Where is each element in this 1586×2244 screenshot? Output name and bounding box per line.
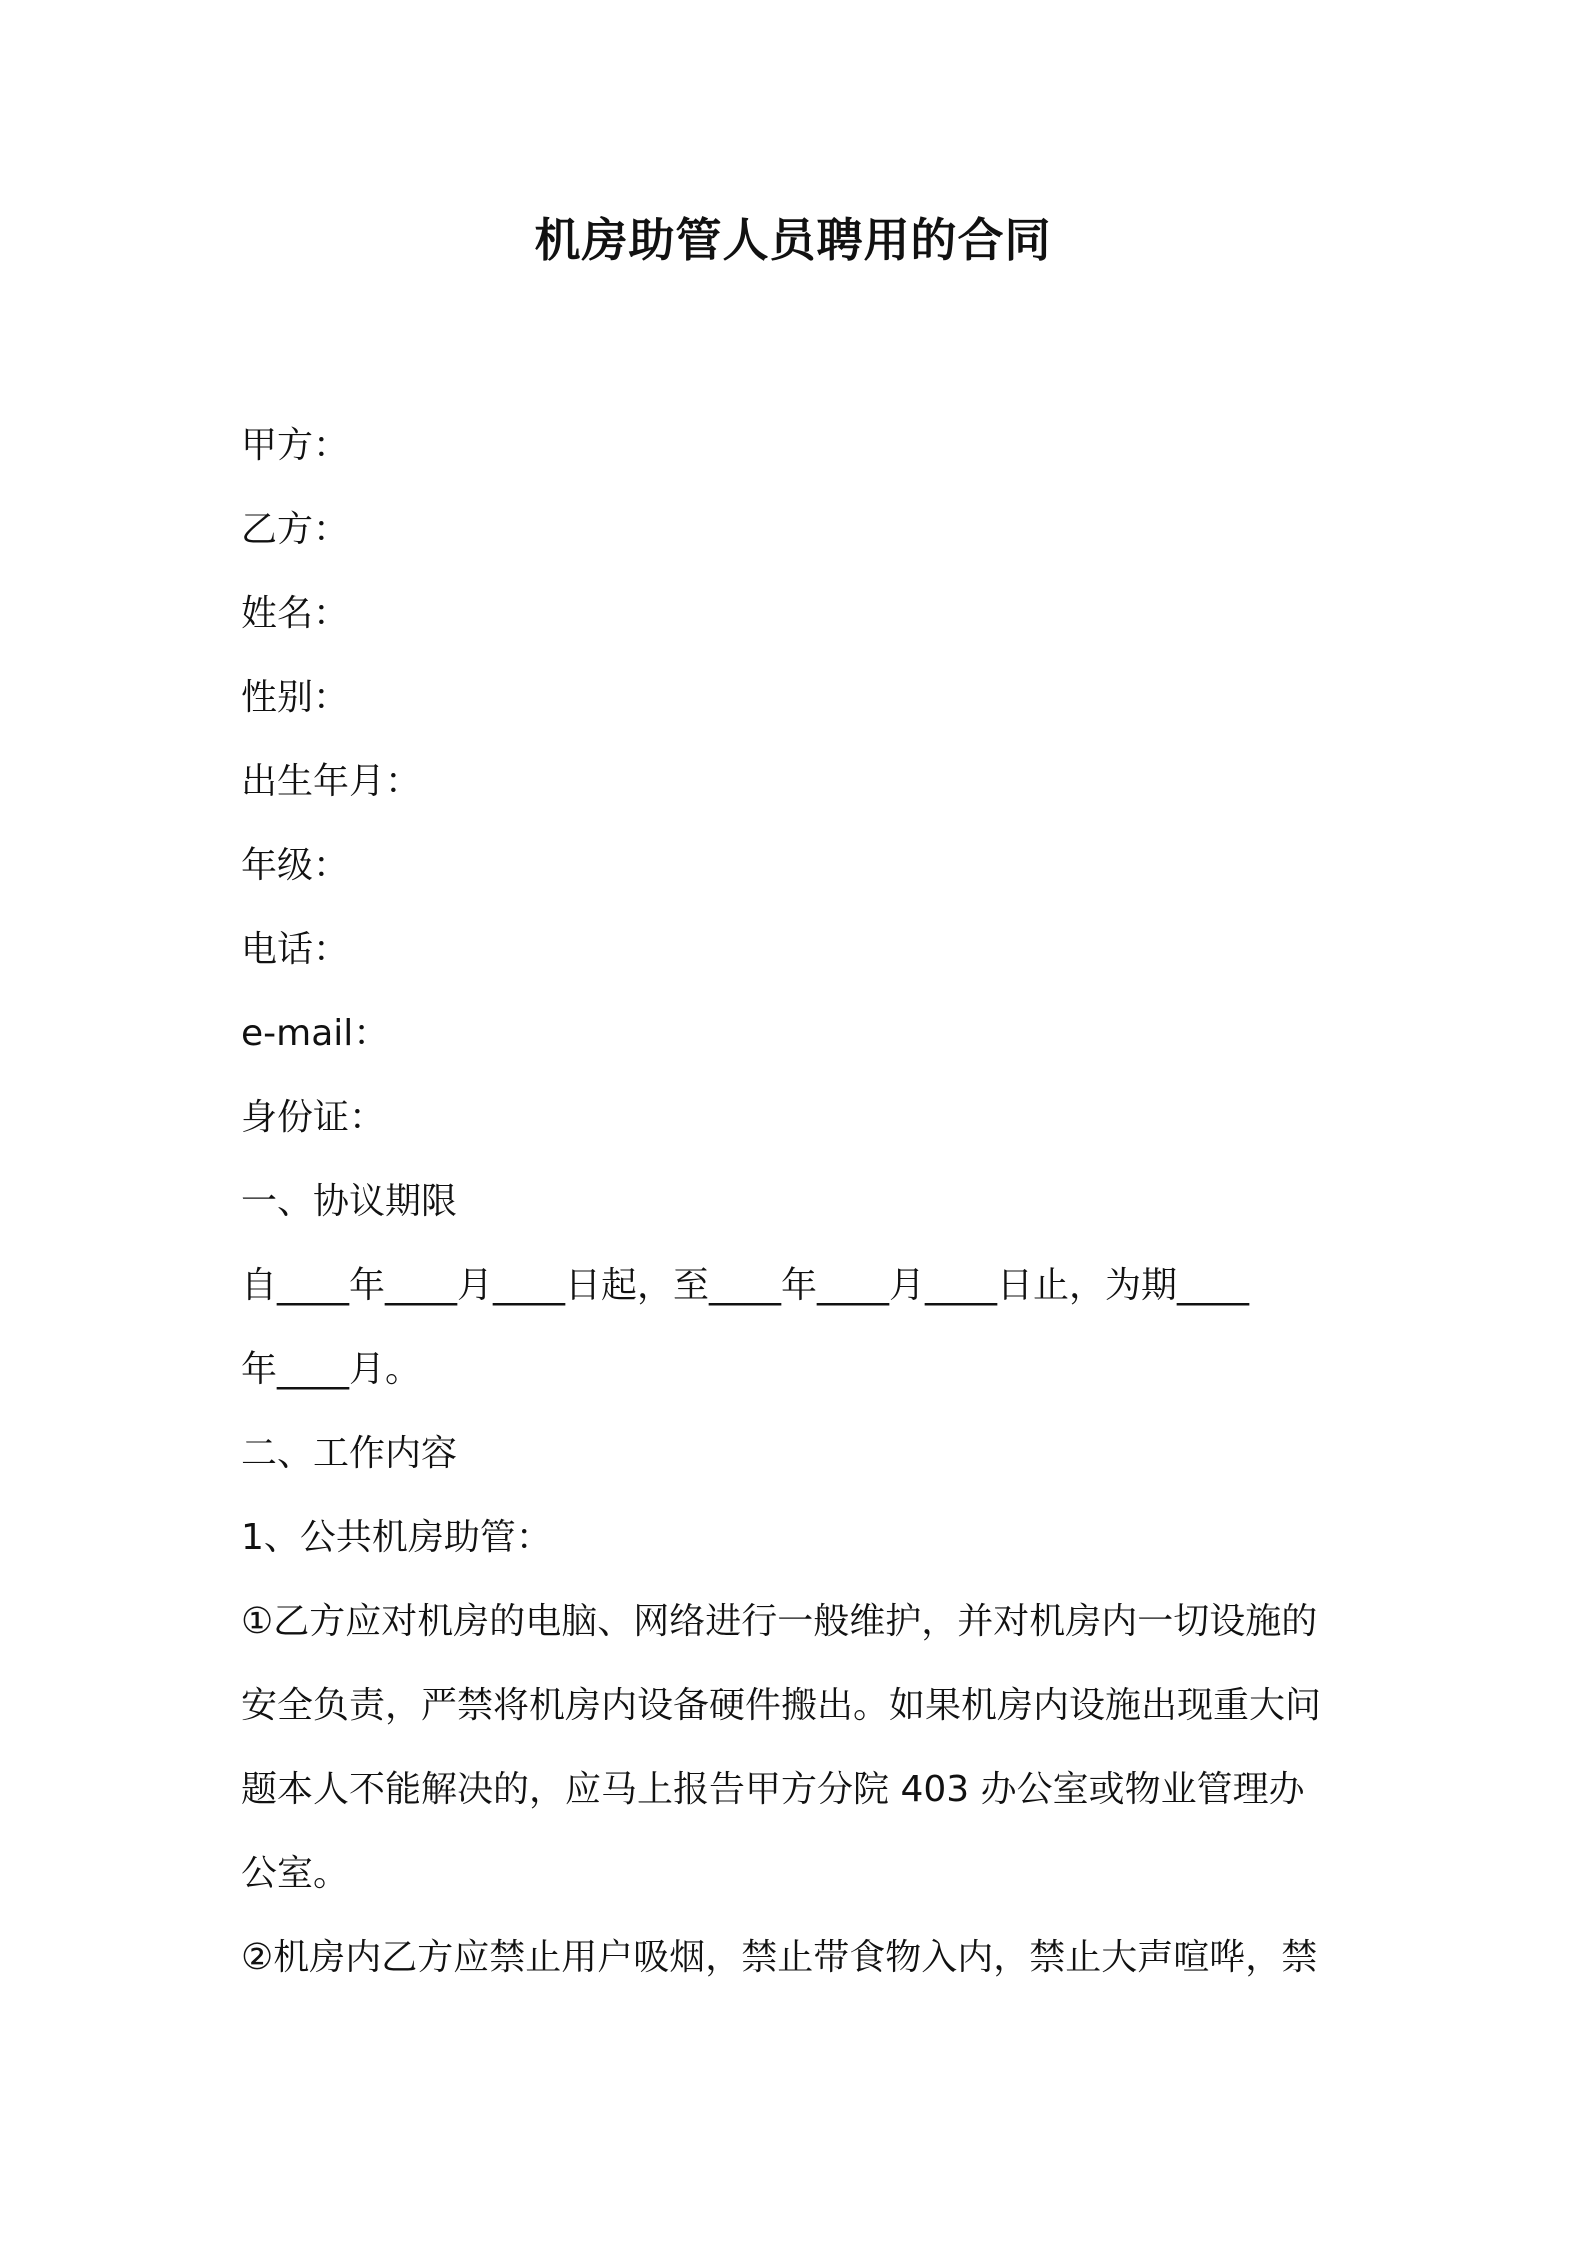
paragraph-line: 公室。	[241, 1853, 350, 1894]
paragraph-line: 题本人不能解决的，应马上报告甲方分院 403 办公室或物业管理办	[241, 1769, 1305, 1810]
field-party-b: 乙方：	[241, 509, 350, 550]
section-heading-term: 一、协议期限	[241, 1181, 458, 1222]
paragraph-line: 安全负责，严禁将机房内设备硬件搬出。如果机房内设施出现重大问	[241, 1685, 1322, 1726]
field-birth-date: 出生年月：	[241, 761, 422, 802]
field-name: 姓名：	[241, 593, 350, 634]
document-body	[241, 404, 1361, 2000]
field-party-a: 甲方：	[241, 425, 350, 466]
field-id-card: 身份证：	[241, 1097, 386, 1138]
document-title: 机房助管人员聘用的合同	[534, 213, 1052, 267]
paragraph-line: ②机房内乙方应禁止用户吸烟，禁止带食物入内，禁止大声喧哗，禁	[241, 1937, 1318, 1978]
section-heading-work: 二、工作内容	[241, 1433, 458, 1474]
field-grade: 年级：	[241, 845, 350, 886]
field-email: e-mail：	[241, 1013, 390, 1054]
field-phone: 电话：	[241, 929, 350, 970]
subsection-heading-public-lab: 1、公共机房助管：	[241, 1517, 552, 1558]
term-line-2: 年____月。	[241, 1349, 422, 1390]
term-line-1: 自____年____月____日起，至____年____月____日止，为期____	[241, 1265, 1250, 1306]
field-gender: 性别：	[241, 677, 350, 718]
paragraph-line: ①乙方应对机房的电脑、网络进行一般维护，并对机房内一切设施的	[241, 1601, 1318, 1642]
